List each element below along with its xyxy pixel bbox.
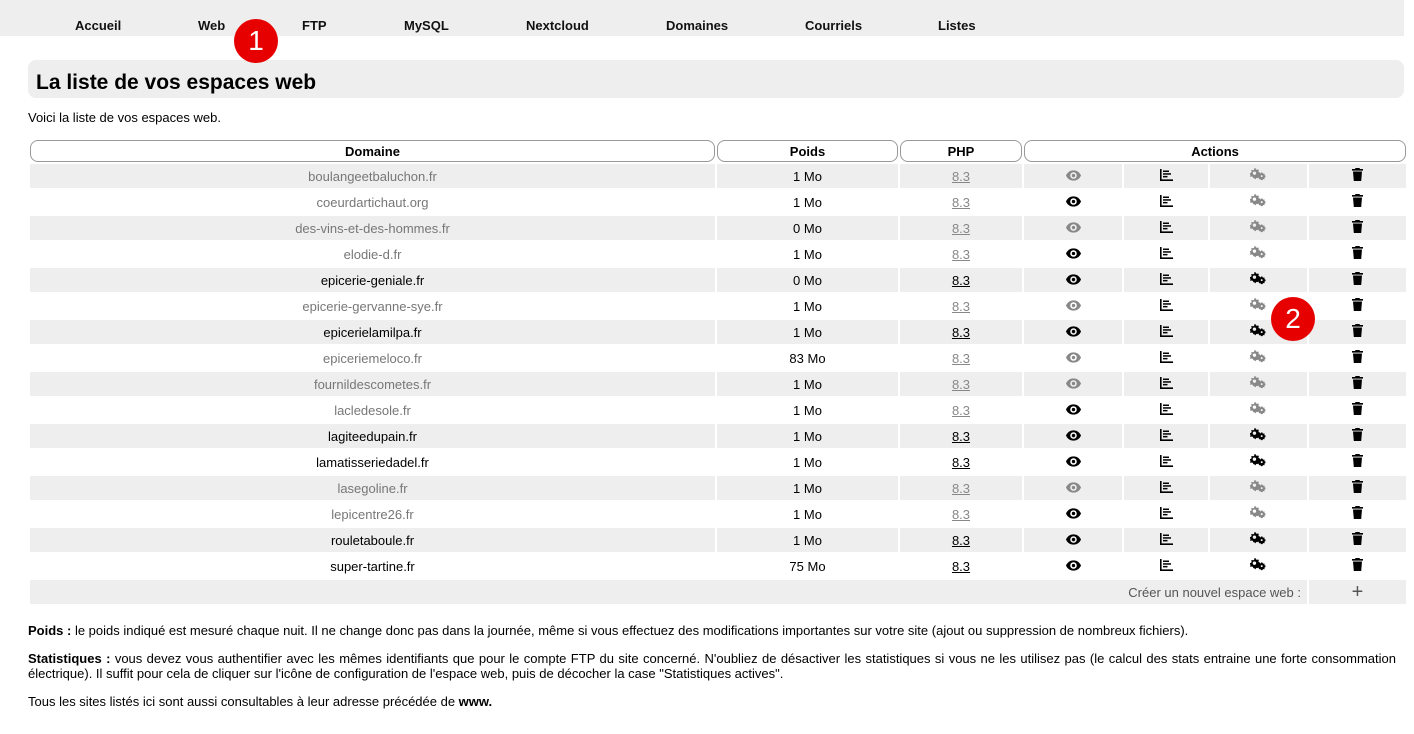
gears-icon[interactable] [1250,194,1267,210]
gears-icon[interactable] [1250,220,1267,236]
eye-icon[interactable] [1066,247,1081,262]
gears-icon[interactable] [1250,246,1267,262]
nav-item-domaines[interactable]: Domaines [666,18,729,33]
stats-action-cell[interactable] [1124,554,1208,578]
domain-cell: epicerie-geniale.fr [30,268,715,292]
eye-icon[interactable] [1066,481,1081,496]
table-row [30,554,1406,578]
php-cell [900,528,1022,552]
note-www [28,694,1396,709]
chart-icon[interactable] [1160,507,1173,522]
weight-cell: 1 Mo [717,242,898,266]
php-version-link[interactable]: 8.3 [951,194,971,210]
table-row [30,164,1406,188]
create-web-space-button[interactable] [1309,580,1406,604]
stats-action-cell[interactable] [1124,502,1208,526]
config-action-cell[interactable] [1210,502,1307,526]
chart-icon[interactable] [1160,559,1173,574]
trash-icon[interactable] [1352,168,1363,184]
chart-icon[interactable] [1160,533,1173,548]
annotation-badge-1: 1 [234,19,278,63]
view-action-cell[interactable] [1024,294,1122,318]
eye-icon[interactable] [1066,533,1081,548]
trash-icon[interactable] [1352,272,1363,288]
view-action-cell[interactable] [1024,320,1122,344]
domain-cell: elodie-d.fr [30,242,715,266]
note-weight-text: le poids indiqué est mesuré chaque nuit. Il ne change donc pas dans la journée, même si vous effectuez des modifications importantes sur votre site (ajout ou suppression de nombreux fichiers). [71,623,1189,638]
annotation-badge-2: 2 [1271,297,1315,341]
weight-cell: 1 Mo [717,424,898,448]
plus-icon[interactable]: + [1351,580,1364,603]
view-action-cell[interactable] [1024,242,1122,266]
eye-icon[interactable] [1066,195,1081,210]
table-row [30,372,1406,396]
php-version-link[interactable]: 8.3 [951,428,971,444]
stats-action-cell[interactable] [1124,190,1208,214]
trash-icon[interactable] [1352,220,1363,236]
nav-item-ftp[interactable]: FTP [302,18,327,33]
nav-item-listes[interactable]: Listes [938,18,976,33]
stats-action-cell[interactable] [1124,216,1208,240]
eye-icon[interactable] [1066,273,1081,288]
trash-icon[interactable] [1352,246,1363,262]
config-action-cell[interactable] [1210,450,1307,474]
eye-icon[interactable] [1066,403,1081,418]
weight-cell: 1 Mo [717,190,898,214]
php-version-link[interactable]: 8.3 [951,402,971,418]
delete-action-cell[interactable] [1309,502,1406,526]
php-version-link[interactable]: 8.3 [951,168,971,184]
weight-cell: 1 Mo [717,398,898,422]
chart-icon[interactable] [1160,325,1173,340]
php-cell [900,320,1022,344]
delete-action-cell[interactable] [1309,398,1406,422]
stats-action-cell[interactable] [1124,320,1208,344]
delete-action-cell[interactable] [1309,554,1406,578]
trash-icon[interactable] [1352,558,1363,574]
domain-cell: lasegoline.fr [30,476,715,500]
stats-action-cell[interactable] [1124,424,1208,448]
trash-icon[interactable] [1352,376,1363,392]
weight-cell: 1 Mo [717,372,898,396]
delete-action-cell[interactable] [1309,320,1406,344]
chart-icon[interactable] [1160,403,1173,418]
chart-icon[interactable] [1160,299,1173,314]
view-action-cell[interactable] [1024,502,1122,526]
chart-icon[interactable] [1160,247,1173,262]
table-row [30,476,1406,500]
view-action-cell[interactable] [1024,268,1122,292]
stats-action-cell[interactable] [1124,476,1208,500]
gears-icon[interactable] [1250,298,1267,314]
eye-icon[interactable] [1066,169,1081,184]
php-cell [900,190,1022,214]
view-action-cell[interactable] [1024,190,1122,214]
trash-icon[interactable] [1352,298,1363,314]
gears-icon[interactable] [1250,350,1267,366]
note-statistics-label: Statistiques : [28,651,111,666]
php-version-link[interactable]: 8.3 [951,220,971,236]
config-action-cell[interactable] [1210,476,1307,500]
weight-cell: 1 Mo [717,164,898,188]
domain-cell: boulangeetbaluchon.fr [30,164,715,188]
view-action-cell[interactable] [1024,554,1122,578]
weight-cell: 1 Mo [717,528,898,552]
gears-icon[interactable] [1250,272,1267,288]
delete-action-cell[interactable] [1309,476,1406,500]
nav-item-web[interactable]: Web [198,18,226,33]
weight-cell: 1 Mo [717,502,898,526]
php-cell [900,502,1022,526]
weight-cell: 1 Mo [717,294,898,318]
weight-cell: 75 Mo [717,554,898,578]
chart-icon[interactable] [1160,221,1173,236]
php-cell [900,554,1022,578]
trash-icon[interactable] [1352,194,1363,210]
trash-icon[interactable] [1352,350,1363,366]
domain-cell: fournildescometes.fr [30,372,715,396]
config-action-cell[interactable] [1210,398,1307,422]
note-weight-label: Poids : [28,623,72,638]
table-row [30,398,1406,422]
delete-action-cell[interactable] [1309,372,1406,396]
php-version-link[interactable]: 8.3 [951,376,971,392]
domain-cell: super-tartine.fr [30,554,715,578]
php-cell [900,164,1022,188]
view-action-cell[interactable] [1024,216,1122,240]
chart-icon[interactable] [1160,429,1173,444]
column-header-weight: Poids [717,140,898,162]
chart-icon[interactable] [1160,455,1173,470]
php-cell [900,294,1022,318]
stats-action-cell[interactable] [1124,294,1208,318]
php-cell [900,242,1022,266]
view-action-cell[interactable] [1024,398,1122,422]
delete-action-cell[interactable] [1309,268,1406,292]
nav-item-nextcloud[interactable]: Nextcloud [526,18,589,33]
domain-cell: rouletaboule.fr [30,528,715,552]
config-action-cell[interactable] [1210,242,1307,266]
view-action-cell[interactable] [1024,346,1122,370]
weight-cell: 1 Mo [717,476,898,500]
stats-action-cell[interactable] [1124,372,1208,396]
chart-icon[interactable] [1160,351,1173,366]
gears-icon[interactable] [1250,402,1267,418]
note-weight [28,623,1396,638]
table-row [30,294,1406,318]
php-cell [900,372,1022,396]
eye-icon[interactable] [1066,377,1081,392]
table-row [30,346,1406,370]
config-action-cell[interactable] [1210,528,1307,552]
delete-action-cell[interactable] [1309,190,1406,214]
table-row [30,502,1406,526]
create-web-space-label: Créer un nouvel espace web : [30,580,1307,604]
gears-icon[interactable] [1250,558,1267,574]
nav-item-mysql[interactable]: MySQL [404,18,449,33]
eye-icon[interactable] [1066,507,1081,522]
delete-action-cell[interactable] [1309,164,1406,188]
delete-action-cell[interactable] [1309,450,1406,474]
php-version-link[interactable]: 8.3 [951,246,971,262]
php-version-link[interactable]: 8.3 [951,558,971,574]
table-row [30,190,1406,214]
weight-cell: 83 Mo [717,346,898,370]
config-action-cell[interactable] [1210,424,1307,448]
weight-cell: 0 Mo [717,268,898,292]
stats-action-cell[interactable] [1124,164,1208,188]
domain-cell: epiceriemeloco.fr [30,346,715,370]
gears-icon[interactable] [1250,532,1267,548]
table-row [30,242,1406,266]
eye-icon[interactable] [1066,325,1081,340]
gears-icon[interactable] [1250,454,1267,470]
gears-icon[interactable] [1250,506,1267,522]
view-action-cell[interactable] [1024,450,1122,474]
gears-icon[interactable] [1250,376,1267,392]
config-action-cell[interactable] [1210,164,1307,188]
table-row [30,424,1406,448]
stats-action-cell[interactable] [1124,398,1208,422]
delete-action-cell[interactable] [1309,424,1406,448]
eye-icon[interactable] [1066,559,1081,574]
domain-cell: epicerielamilpa.fr [30,320,715,344]
eye-icon[interactable] [1066,299,1081,314]
view-action-cell[interactable] [1024,372,1122,396]
gears-icon[interactable] [1250,168,1267,184]
php-version-link[interactable]: 8.3 [951,532,971,548]
php-cell [900,424,1022,448]
php-cell [900,450,1022,474]
view-action-cell[interactable] [1024,476,1122,500]
top-navigation [0,0,1404,36]
chart-icon[interactable] [1160,377,1173,392]
delete-action-cell[interactable] [1309,242,1406,266]
table-row [30,450,1406,474]
weight-cell: 1 Mo [717,450,898,474]
domain-cell: epicerie-gervanne-sye.fr [30,294,715,318]
table-row [30,528,1406,552]
chart-icon[interactable] [1160,169,1173,184]
php-version-link[interactable]: 8.3 [951,480,971,496]
config-action-cell[interactable] [1210,346,1307,370]
chart-icon[interactable] [1160,481,1173,496]
domain-cell: lagiteedupain.fr [30,424,715,448]
table-row [30,216,1406,240]
view-action-cell[interactable] [1024,528,1122,552]
eye-icon[interactable] [1066,429,1081,444]
trash-icon[interactable] [1352,402,1363,418]
stats-action-cell[interactable] [1124,346,1208,370]
php-version-link[interactable]: 8.3 [951,350,971,366]
trash-icon[interactable] [1352,506,1363,522]
delete-action-cell[interactable] [1309,346,1406,370]
stats-action-cell[interactable] [1124,242,1208,266]
config-action-cell[interactable] [1210,216,1307,240]
trash-icon[interactable] [1352,480,1363,496]
web-spaces-table [28,138,1408,606]
gears-icon[interactable] [1250,324,1267,340]
chart-icon[interactable] [1160,195,1173,210]
php-version-link[interactable]: 8.3 [951,298,971,314]
eye-icon[interactable] [1066,351,1081,366]
view-action-cell[interactable] [1024,164,1122,188]
delete-action-cell[interactable] [1309,216,1406,240]
note-www-text: Tous les sites listés ici sont aussi consultables à leur adresse précédée de [28,694,459,709]
page-title-box [28,60,1404,98]
php-version-link[interactable]: 8.3 [951,324,971,340]
note-statistics-text: vous devez vous authentifier avec les mêmes identifiants que pour le compte FTP du site concerné. N'oubliez de désactiver les statistiques si vous ne les utilisez pas (le calcul des stats entraine une forte consommation électrique). Il suffit pour cela de cliquer sur l'icône de configuration de l'espace web, puis de décocher la case "Statistiques actives". [28,651,1396,681]
intro-text: Voici la liste de vos espaces web. [28,110,221,125]
nav-item-accueil[interactable]: Accueil [75,18,122,33]
stats-action-cell[interactable] [1124,450,1208,474]
config-action-cell[interactable] [1210,190,1307,214]
note-www-prefix: www. [458,694,493,709]
column-header-php: PHP [900,140,1022,162]
nav-item-courriels[interactable]: Courriels [805,18,863,33]
domain-cell: coeurdartichaut.org [30,190,715,214]
php-cell [900,476,1022,500]
view-action-cell[interactable] [1024,424,1122,448]
column-header-domain: Domaine [30,140,715,162]
domain-cell: lepicentre26.fr [30,502,715,526]
php-version-link[interactable]: 8.3 [951,506,971,522]
config-action-cell[interactable] [1210,554,1307,578]
note-statistics [28,651,1396,681]
trash-icon[interactable] [1352,324,1363,340]
config-action-cell[interactable] [1210,372,1307,396]
php-version-link[interactable]: 8.3 [951,454,971,470]
weight-cell: 0 Mo [717,216,898,240]
php-cell [900,398,1022,422]
delete-action-cell[interactable] [1309,294,1406,318]
trash-icon[interactable] [1352,532,1363,548]
gears-icon[interactable] [1250,428,1267,444]
eye-icon[interactable] [1066,455,1081,470]
eye-icon[interactable] [1066,221,1081,236]
domain-cell: lamatisseriedadel.fr [30,450,715,474]
domain-cell: des-vins-et-des-hommes.fr [30,216,715,240]
chart-icon[interactable] [1160,273,1173,288]
php-cell [900,268,1022,292]
gears-icon[interactable] [1250,480,1267,496]
delete-action-cell[interactable] [1309,528,1406,552]
domain-cell: lacledesole.fr [30,398,715,422]
trash-icon[interactable] [1352,428,1363,444]
php-version-link[interactable]: 8.3 [951,272,971,288]
stats-action-cell[interactable] [1124,268,1208,292]
php-cell [900,216,1022,240]
config-action-cell[interactable] [1210,268,1307,292]
stats-action-cell[interactable] [1124,528,1208,552]
page-title: La liste de vos espaces web [36,71,317,94]
table-row [30,320,1406,344]
php-cell [900,346,1022,370]
column-header-actions: Actions [1024,140,1406,162]
trash-icon[interactable] [1352,454,1363,470]
weight-cell: 1 Mo [717,320,898,344]
table-row [30,268,1406,292]
